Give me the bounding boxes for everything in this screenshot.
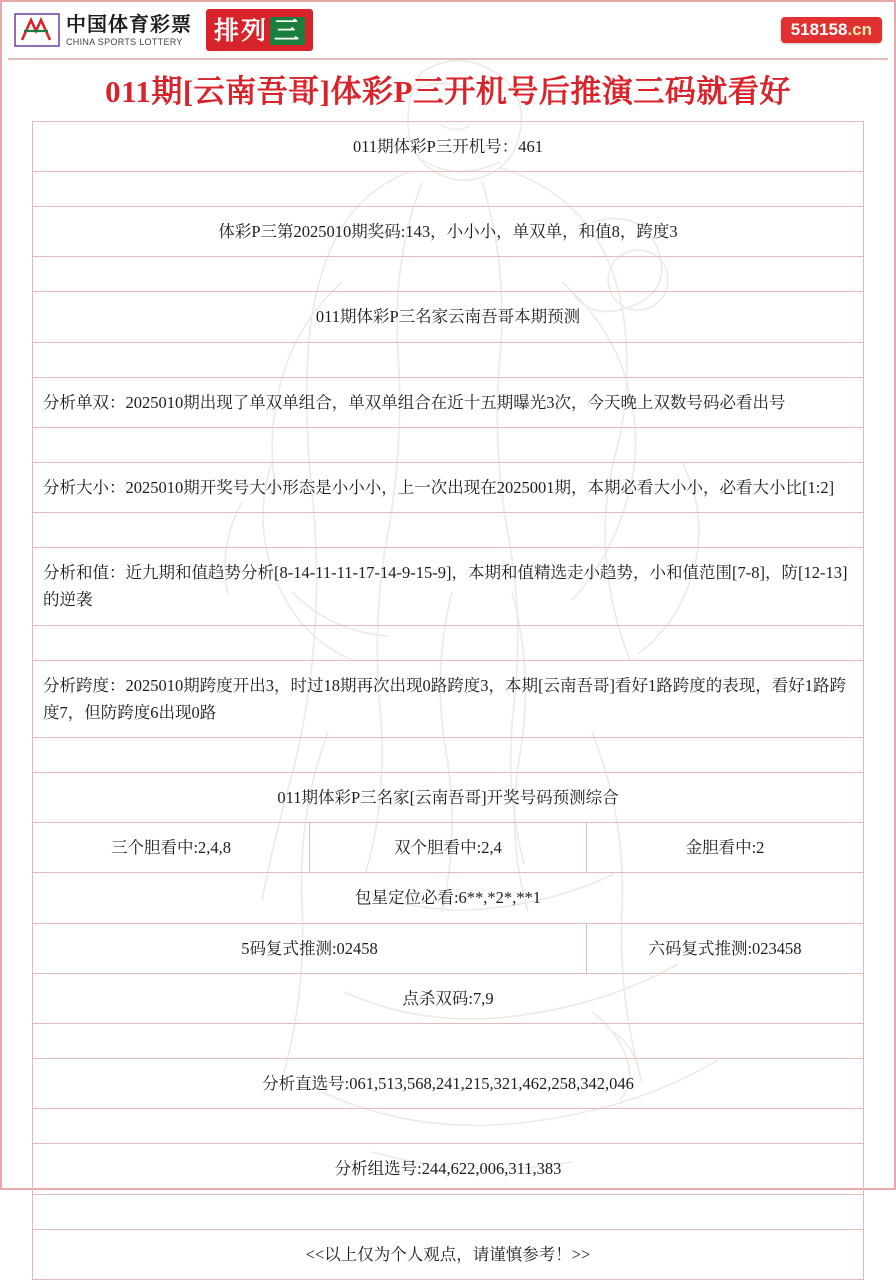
site-url-suffix: .cn [847,20,872,39]
summary-heading-cell: 011期体彩P三名家[云南吾哥]开奖号码预测综合 [33,772,864,822]
disclaimer-cell: <<以上仅为个人观点，请谨慎参考！>> [33,1229,864,1279]
game-badge [206,9,313,51]
table-row [33,772,864,822]
table-row [33,377,864,427]
table-row [33,548,864,625]
table-row [33,923,864,973]
analysis-odd-even-cell: 分析单双：2025010期出现了单双单组合，单双单组合在近十五期曝光3次，今天晚上双数号码必看出号 [33,377,864,427]
spacer-cell [33,1194,864,1229]
table-row [33,122,864,172]
analysis-span-cell: 分析跨度：2025010期跨度开出3，时过18期再次出现0路跨度3，本期[云南吾哥]看好1路跨度的表现，看好1路跨度7，但防跨度6出现0路 [33,660,864,737]
table-spacer-row [33,1024,864,1059]
spacer-cell [33,172,864,207]
table-spacer-row [33,342,864,377]
gold-dan-cell: 金胆看中:2 [587,823,864,873]
table-spacer-row [33,427,864,462]
spacer-cell [33,1024,864,1059]
spacer-cell [33,625,864,660]
spacer-cell [33,342,864,377]
bao-xing-cell: 包星定位必看:6**,*2*,**1 [33,873,864,923]
table-row [33,1059,864,1109]
table-spacer-row [33,1194,864,1229]
table-spacer-row [33,1109,864,1144]
group-select-cell: 分析组选号:244,622,006,311,383 [33,1144,864,1194]
table-spacer-row [33,737,864,772]
analysis-big-small-cell: 分析大小：2025010期开奖号大小形态是小小小，上一次出现在2025001期，本期必看大小小，必看大小比[1:2] [33,462,864,512]
last-draw-cell: 体彩P三第2025010期奖码:143，小小小，单双单，和值8，跨度3 [33,207,864,257]
site-url-badge[interactable] [781,17,882,43]
site-header [2,2,894,58]
table-row [33,462,864,512]
table-row [33,973,864,1023]
three-dan-cell: 三个胆看中:2,4,8 [33,823,310,873]
table-row [33,292,864,342]
brand-name-en: CHINA SPORTS LOTTERY [66,36,183,47]
page-title: 011期[云南吾哥]体彩P三开机号后推演三码就看好 [105,74,791,109]
spacer-cell [33,257,864,292]
sports-lottery-logo-icon [14,13,60,47]
prediction-table [32,121,864,1280]
direct-select-cell: 分析直选号:061,513,568,241,215,321,462,258,342,046 [33,1059,864,1109]
forecast-heading-cell: 011期体彩P三名家云南吾哥本期预测 [33,292,864,342]
table-row [33,207,864,257]
table-row [33,1144,864,1194]
table-row [33,660,864,737]
table-spacer-row [33,513,864,548]
table-spacer-row [33,172,864,207]
kill-pair-cell: 点杀双码:7,9 [33,973,864,1023]
content-table-wrapper [32,121,864,1280]
table-row [33,873,864,923]
machine-number-cell: 011期体彩P三开机号：461 [33,122,864,172]
analysis-sum-cell: 分析和值：近九期和值趋势分析[8-14-11-11-17-14-9-15-9]，本期和值精选走小趋势，小和值范围[7-8]，防[12-13]的逆袭 [33,548,864,625]
table-spacer-row [33,625,864,660]
site-url-main: 518158 [790,20,848,39]
game-badge-label: 排列 [214,17,269,45]
table-spacer-row [33,257,864,292]
table-row [33,823,864,873]
two-dan-cell: 双个胆看中:2,4 [310,823,587,873]
spacer-cell [33,513,864,548]
brand-name-cn: 中国体育彩票 [66,13,192,36]
five-code-cell: 5码复式推测:02458 [33,923,587,973]
six-code-cell: 六码复式推测:023458 [587,923,864,973]
game-badge-three: 三 [270,17,305,45]
spacer-cell [33,1109,864,1144]
spacer-cell [33,427,864,462]
table-row [33,1229,864,1279]
brand-logo[interactable] [14,9,313,51]
spacer-cell [33,737,864,772]
